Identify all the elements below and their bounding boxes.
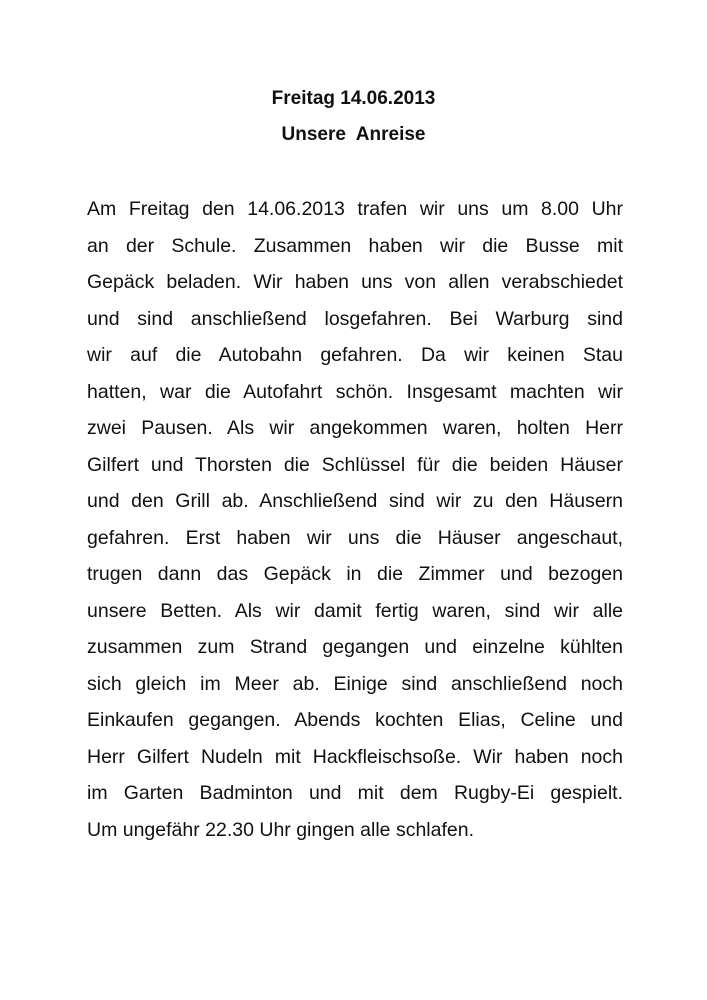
text-line: Einkaufen gegangen. Abends kochten Elias, Celine und: [87, 709, 623, 731]
text-line: Am Freitag den 14.06.2013 trafen wir uns um 8.00 Uhr: [87, 198, 623, 220]
page-title: Unsere Anreise: [281, 124, 426, 145]
text-line: an der Schule. Zusammen haben wir die Busse mit: [87, 234, 623, 257]
text-line: wir auf die Autobahn gefahren. Da wir keinen Stau: [87, 344, 623, 366]
text-line: gefahren. Erst haben wir uns die Häuser angeschaut,: [87, 526, 623, 549]
text-line: und den Grill ab. Anschließend sind wir zu den Häusern: [87, 490, 623, 512]
text-line: trugen dann das Gepäck in die Zimmer und bezogen: [87, 563, 623, 585]
text-line: Gilfert und Thorsten die Schlüssel für die beiden Häuser: [87, 453, 623, 476]
text-line: zwei Pausen. Als wir angekommen waren, holten Herr: [87, 417, 623, 439]
text-line: Gepäck beladen. Wir haben uns von allen verabschiedet: [87, 271, 623, 293]
body-paragraph: [87, 191, 623, 848]
text-line: zusammen zum Strand gegangen und einzelne kühlten: [87, 636, 623, 658]
text-line: Herr Gilfert Nudeln mit Hackfleischsoße. Wir haben noch: [87, 745, 623, 768]
text-line: Um ungefähr 22.30 Uhr gingen alle schlafen.: [87, 818, 474, 841]
text-line: im Garten Badminton und mit dem Rugby-Ei gespielt.: [87, 782, 623, 804]
text-line: und sind anschließend losgefahren. Bei Warburg sind: [87, 307, 623, 330]
text-line: hatten, war die Autofahrt schön. Insgesamt machten wir: [87, 380, 623, 403]
date-heading: Freitag 14.06.2013: [271, 88, 436, 109]
text-line: unsere Betten. Als wir damit fertig waren, sind wir alle: [87, 599, 623, 622]
text-line: sich gleich im Meer ab. Einige sind anschließend noch: [87, 672, 623, 695]
